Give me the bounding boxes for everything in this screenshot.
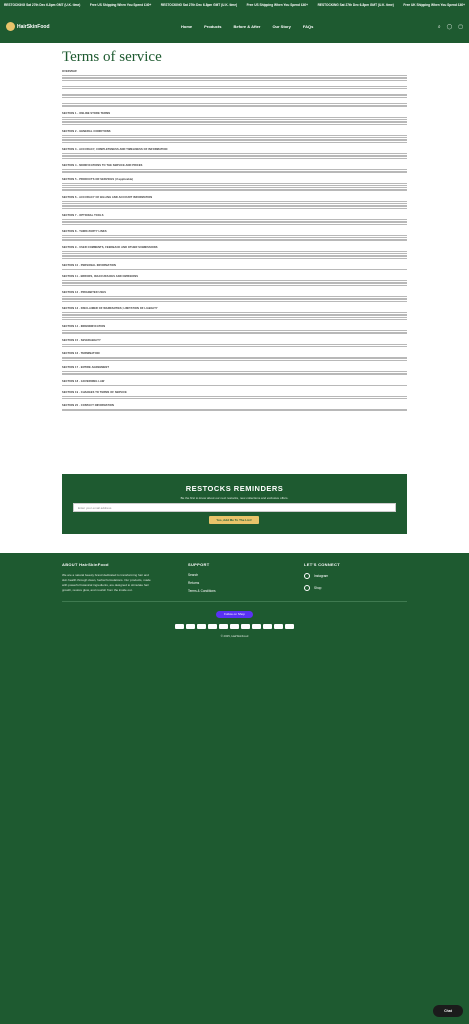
restock-signup <box>62 474 407 534</box>
follow-on-shop-button[interactable]: Follow on Shop <box>216 611 253 618</box>
subscribe-button[interactable]: Yes, Add Me To The List! <box>209 516 259 524</box>
section-heading: SECTION 17 - ENTIRE AGREEMENT <box>62 365 110 369</box>
shop-icon <box>304 585 310 591</box>
nav-products[interactable]: Products <box>204 24 222 29</box>
section-heading: SECTION 7 - OPTIONAL TOOLS <box>62 213 104 217</box>
email-field[interactable]: Enter your email address <box>73 503 396 512</box>
section-heading: SECTION 16 - TERMINATION <box>62 352 100 356</box>
site-footer <box>0 553 469 1024</box>
section-heading: SECTION 12 - PROHIBITED USES <box>62 291 107 295</box>
announcement-text: RESTOCKING Sat 27th Dec 6-8pm GMT (U.K. time) <box>160 3 238 7</box>
section-heading: SECTION 3 - ACCURACY, COMPLETENESS AND TIMELINESS OF INFORMATION <box>62 148 168 152</box>
search-icon[interactable]: ⌕ <box>437 23 441 30</box>
section-heading: SECTION 4 - MODIFICATIONS TO THE SERVICE AND PRICES <box>62 163 143 167</box>
footer-link-search[interactable]: Search <box>188 573 199 577</box>
payment-icon <box>219 624 228 629</box>
main-nav <box>181 24 313 29</box>
footer-support <box>188 562 268 597</box>
logo-text: HairSkinFood <box>17 23 50 30</box>
logo-icon <box>6 22 15 31</box>
footer-link-terms[interactable]: Terms & Conditions <box>188 589 216 593</box>
section-heading: SECTION 18 - GOVERNING LAW <box>62 379 105 383</box>
announcement-text: Free US Shipping When You Spend £40+ <box>89 3 152 7</box>
payment-icon <box>285 624 294 629</box>
footer-divider <box>62 601 407 602</box>
nav-faqs[interactable]: FAQs <box>302 24 314 29</box>
section-heading: SECTION 9 - USER COMMENTS, FEEDBACK AND OTHER SUBMISSIONS <box>62 245 158 249</box>
payment-icon <box>274 624 283 629</box>
restock-title: RESTOCKS REMINDERS <box>185 484 284 493</box>
section-heading: SECTION 14 - INDEMNIFICATION <box>62 325 106 329</box>
nav-before-after[interactable]: Before & After <box>233 24 261 29</box>
footer-link-returns[interactable]: Returns <box>188 581 200 585</box>
payment-icon <box>186 624 195 629</box>
payment-icon <box>175 624 184 629</box>
section-heading: SECTION 6 - ACCURACY OF BILLING AND ACCOUNT INFORMATION <box>62 195 153 199</box>
section-heading: SECTION 11 - ERRORS, INACCURACIES AND OMISSIONS <box>62 275 139 279</box>
payment-icon <box>197 624 206 629</box>
terms-content <box>62 49 407 416</box>
restock-subtitle: Be the first to know about our next restocks, new collections and exclusive offers. <box>180 496 289 500</box>
instagram-icon <box>304 573 310 579</box>
section-heading: SECTION 10 - PERSONAL INFORMATION <box>62 263 116 267</box>
section-heading: SECTION 2 - GENERAL CONDITIONS <box>62 129 111 133</box>
footer-about-text: We are a natural beauty brand dedicated to transforming hair and skin health through clean, herbal formulations. Our products, made with powerful botanical ingredients, are designed to stimulate hair growth, restore glow, and nourish from the inside out. <box>62 573 151 592</box>
payment-icon <box>230 624 239 629</box>
footer-connect <box>304 562 404 597</box>
nav-our-story[interactable]: Our Story <box>272 24 291 29</box>
section-heading: OVERVIEW <box>62 70 77 73</box>
payment-icon <box>263 624 272 629</box>
announcement-text: RESTOCKING Sat 27th Dec 6-8pm GMT (U.K. time) <box>317 3 394 7</box>
section-heading: SECTION 13 - DISCLAIMER OF WARRANTIES; LIMITATION OF LIABILITY <box>62 306 158 310</box>
instagram-label: Instagram <box>314 574 329 578</box>
payment-icon <box>252 624 261 629</box>
account-icon[interactable]: ◯ <box>446 23 453 30</box>
section-heading: SECTION 15 - SEVERABILITY <box>62 338 101 342</box>
section-heading: SECTION 8 - THIRD-PARTY LINKS <box>62 229 107 233</box>
footer-about <box>62 562 154 593</box>
announcement-text: Free US Shipping When You Spend £40+ <box>246 3 309 7</box>
site-logo[interactable] <box>6 22 126 31</box>
payment-icons <box>175 624 294 629</box>
payment-icon <box>241 624 250 629</box>
section-heading: SECTION 19 - CHANGES TO TERMS OF SERVICE <box>62 390 127 394</box>
section-heading: SECTION 1 - ONLINE STORE TERMS <box>62 111 111 115</box>
section-heading: SECTION 5 - PRODUCTS OR SERVICES (if applicable) <box>62 177 134 181</box>
instagram-link[interactable] <box>304 573 404 579</box>
footer-connect-title: LET'S CONNECT <box>304 562 340 567</box>
site-header <box>0 10 469 43</box>
announcement-text: RESTOCKING Sat 27th Dec 6-8pm GMT (U.K. time) <box>4 3 81 7</box>
payment-icon <box>208 624 217 629</box>
footer-support-title: SUPPORT <box>188 562 210 567</box>
shop-link[interactable] <box>304 585 404 591</box>
chat-button[interactable]: Chat <box>433 1005 463 1017</box>
nav-home[interactable]: Home <box>181 24 193 29</box>
shop-label: Shop <box>314 586 322 590</box>
cart-icon[interactable]: ▢ <box>458 23 463 30</box>
header-icons <box>438 24 463 30</box>
page-title: Terms of service <box>62 49 162 65</box>
copyright: © 2025, HairSkinFood <box>220 634 249 638</box>
section-heading: SECTION 20 - CONTACT INFORMATION <box>62 404 114 408</box>
announcement-text: Free UK Shipping When You Spend £40+ <box>403 3 465 7</box>
announcement-bar <box>0 0 469 10</box>
footer-about-title: ABOUT HairSkinFood <box>62 562 109 567</box>
